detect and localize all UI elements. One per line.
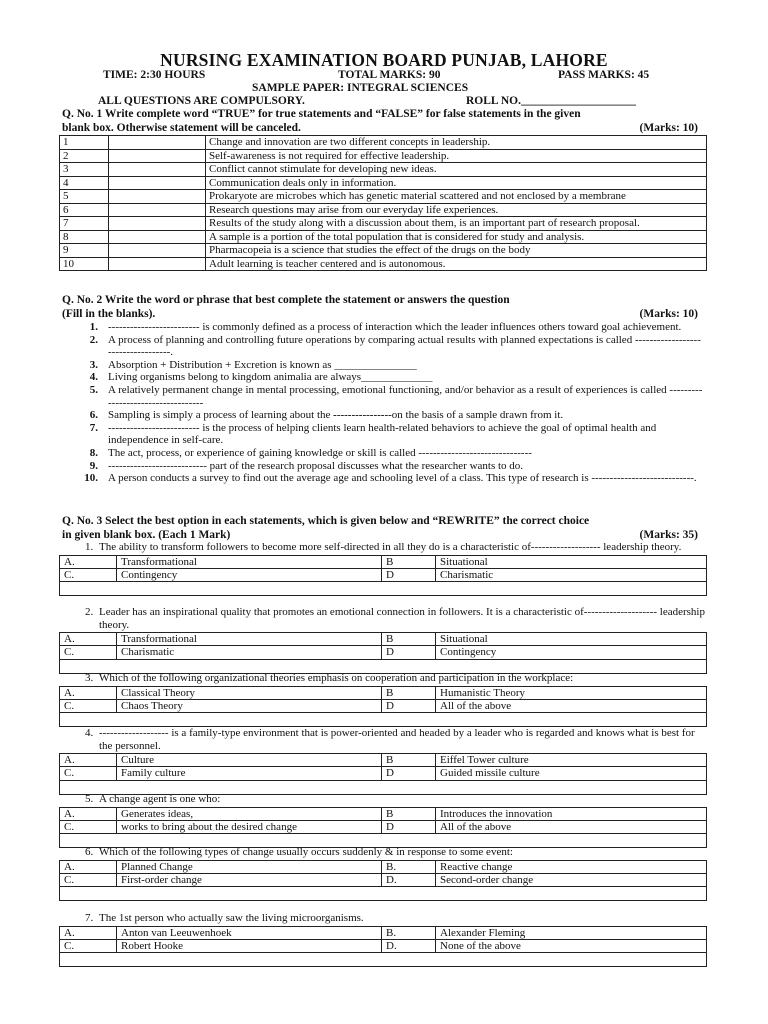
- option-label-c: C.: [60, 873, 117, 886]
- option-label-d: D: [382, 646, 436, 659]
- mcq-option-row: [60, 699, 707, 712]
- mcq-stem-text: Which of the following organizational theories emphasis on cooperation and participation in the workplace:: [99, 672, 574, 684]
- mcq-option-row: [60, 633, 707, 646]
- option-b: Situational: [436, 633, 707, 646]
- option-a: Generates ideas,: [117, 807, 382, 820]
- option-label-d: D: [382, 820, 436, 833]
- mcq-option-row: [60, 860, 707, 873]
- mcq-question: [59, 606, 707, 674]
- option-label-c: C.: [60, 646, 117, 659]
- tf-statement: Change and innovation are two different concepts in leadership.: [206, 136, 707, 150]
- q3-marks: (Marks: 35): [639, 528, 698, 541]
- option-a: Transformational: [117, 555, 382, 568]
- item-number: 9.: [89, 459, 98, 472]
- mcq-stem-text: The ability to transform followers to become more self-directed in all they do is a characteristic of------------------- leadership theory.: [99, 541, 682, 553]
- tf-statement: Results of the study along with a discussion about them, is an important part of research proposal.: [206, 217, 707, 231]
- tf-row-number: 4: [60, 176, 109, 190]
- mcq-options-table: [59, 860, 707, 887]
- item-text: --------------------------- part of the research proposal discusses what the researcher wants to do.: [108, 459, 524, 472]
- q2-heading-line1: Q. No. 2 Write the word or phrase that best complete the statement or answers the question: [62, 294, 510, 306]
- option-c: Robert Hooke: [117, 939, 382, 952]
- fill-blank-item: [84, 447, 704, 460]
- q2-marks: (Marks: 10): [639, 307, 698, 320]
- q1-marks: (Marks: 10): [639, 121, 698, 134]
- mcq-option-row: [60, 686, 707, 699]
- mcq-number: 5.: [85, 793, 94, 805]
- mcq-stem: [73, 846, 707, 859]
- tf-row: [60, 230, 707, 244]
- mcq-question: [59, 793, 707, 848]
- mcq-number: 1.: [85, 541, 94, 553]
- item-number: 2.: [89, 333, 98, 346]
- mcq-stem: [73, 912, 707, 925]
- mcq-question: [59, 727, 707, 795]
- tf-answer-box[interactable]: [109, 176, 206, 190]
- option-label-a: A.: [60, 807, 117, 820]
- option-c: Family culture: [117, 767, 382, 780]
- item-text: A process of planning and controlling future operations by comparing actual results with planned expectations is called -----------------------------------.: [108, 333, 701, 359]
- option-c: First-order change: [117, 873, 382, 886]
- answer-box[interactable]: [59, 953, 707, 967]
- item-number: 5.: [89, 383, 98, 396]
- fill-blank-item: [84, 334, 704, 359]
- roll-number-field: ROLL NO.____________________: [466, 95, 636, 107]
- item-number: 10.: [84, 472, 98, 485]
- option-b: Introduces the innovation: [436, 807, 707, 820]
- q3-heading-line1: Q. No. 3 Select the best option in each statements, which is given below and “REWRITE” the correct choice: [62, 515, 590, 527]
- mcq-options-table: [59, 686, 707, 713]
- mcq-stem-text: Leader has an inspirational quality that promotes an emotional connection in followers. It is a characteristic of-------------------- leadership theory.: [99, 606, 705, 631]
- item-blank: ----------------: [333, 409, 392, 422]
- option-label-b: B: [382, 807, 436, 820]
- item-number: 4.: [89, 371, 98, 384]
- q1-heading: [62, 108, 712, 135]
- item-number: 1.: [89, 321, 98, 333]
- item-number: 3.: [89, 358, 98, 371]
- option-c: works to bring about the desired change: [117, 820, 382, 833]
- option-label-c: C.: [60, 767, 117, 780]
- fill-blank-item: [84, 321, 704, 334]
- option-label-d: D: [382, 767, 436, 780]
- option-label-b: B: [382, 555, 436, 568]
- mcq-question: [59, 541, 707, 596]
- option-label-d: D.: [382, 939, 436, 952]
- option-d: Second-order change: [436, 873, 707, 886]
- tf-statement: Pharmacopeia is a science that studies the effect of the drugs on the body: [206, 244, 707, 258]
- mcq-options-table: [59, 753, 707, 780]
- option-label-d: D: [382, 568, 436, 581]
- q2-heading: [62, 294, 712, 321]
- tf-answer-box[interactable]: [109, 217, 206, 231]
- fill-blank-item: [84, 371, 704, 384]
- mcq-option-row: [60, 926, 707, 939]
- item-number: 8.: [89, 446, 98, 459]
- fill-blanks-list: [84, 321, 704, 485]
- tf-answer-box[interactable]: [109, 230, 206, 244]
- fill-blank-item: [84, 359, 704, 372]
- fill-blank-item: [84, 422, 704, 447]
- option-a: Culture: [117, 754, 382, 767]
- mcq-option-row: [60, 568, 707, 581]
- option-d: Contingency: [436, 646, 707, 659]
- mcq-number: 4.: [85, 727, 94, 739]
- mcq-option-row: [60, 555, 707, 568]
- fill-blank-item: [84, 384, 704, 409]
- tf-row-number: 2: [60, 149, 109, 163]
- option-b: Humanistic Theory: [436, 686, 707, 699]
- option-label-a: A.: [60, 754, 117, 767]
- mcq-stem: [73, 606, 707, 631]
- tf-row-number: 9: [60, 244, 109, 258]
- option-a: Planned Change: [117, 860, 382, 873]
- q1-heading-line2: blank box. Otherwise statement will be canceled.: [62, 121, 301, 134]
- tf-row-number: 1: [60, 136, 109, 150]
- tf-row-number: 6: [60, 203, 109, 217]
- mcq-stem: [73, 727, 707, 752]
- tf-statement: Communication deals only in information.: [206, 176, 707, 190]
- item-text: A relatively permanent change in mental processing, emotional functioning, and/or behavior as a result of experiences is called -----------------------------------: [108, 383, 703, 409]
- tf-answer-box[interactable]: [109, 149, 206, 163]
- option-b: Situational: [436, 555, 707, 568]
- item-text: Sampling is simply a process of learning about the: [108, 409, 334, 422]
- paper-subject: SAMPLE PAPER: INTEGRAL SCIENCES: [252, 82, 469, 94]
- option-label-c: C.: [60, 939, 117, 952]
- option-a: Classical Theory: [117, 686, 382, 699]
- option-label-d: D.: [382, 873, 436, 886]
- answer-box[interactable]: [59, 887, 707, 901]
- mcq-option-row: [60, 646, 707, 659]
- mcq-question: [59, 912, 707, 967]
- item-number: 6.: [89, 409, 98, 422]
- mcq-number: 7.: [85, 912, 94, 924]
- tf-row: [60, 136, 707, 150]
- tf-row: [60, 176, 707, 190]
- option-d: All of the above: [436, 699, 707, 712]
- tf-answer-box[interactable]: [109, 163, 206, 177]
- mcq-options-table: [59, 926, 707, 953]
- mcq-number: 6.: [85, 846, 94, 858]
- fill-blank-item: [84, 409, 704, 422]
- tf-statement: Research questions may arise from our everyday life experiences.: [206, 203, 707, 217]
- item-text: The act, process, or experience of gaining knowledge or skill is called -------------------------------: [108, 446, 532, 459]
- option-label-b: B: [382, 633, 436, 646]
- mcq-stem-text: The 1st person who actually saw the living microorganisms.: [99, 912, 364, 924]
- option-label-a: A.: [60, 926, 117, 939]
- option-label-b: B.: [382, 926, 436, 939]
- tf-answer-box[interactable]: [109, 203, 206, 217]
- option-c: Contingency: [117, 568, 382, 581]
- option-b: Reactive change: [436, 860, 707, 873]
- mcq-option-row: [60, 807, 707, 820]
- total-marks-label: TOTAL MARKS: 90: [338, 69, 441, 81]
- option-a: Transformational: [117, 633, 382, 646]
- option-c: Chaos Theory: [117, 699, 382, 712]
- option-d: Charismatic: [436, 568, 707, 581]
- q1-heading-line1: Q. No. 1 Write complete word “TRUE” for true statements and “FALSE” for false statements in the given: [62, 108, 581, 120]
- answer-box[interactable]: [59, 713, 707, 727]
- option-label-c: C.: [60, 568, 117, 581]
- option-label-d: D: [382, 699, 436, 712]
- mcq-stem: [73, 793, 707, 806]
- q2-heading-line2: (Fill in the blanks).: [62, 307, 156, 320]
- time-label: TIME: 2:30 HOURS: [103, 69, 206, 81]
- answer-box[interactable]: [59, 582, 707, 596]
- mcq-option-row: [60, 873, 707, 886]
- tf-answer-box[interactable]: [109, 257, 206, 271]
- option-b: Eiffel Tower culture: [436, 754, 707, 767]
- tf-row: [60, 149, 707, 163]
- tf-row-number: 3: [60, 163, 109, 177]
- fill-blank-item: [84, 472, 704, 485]
- item-text: Living organisms belong to kingdom animalia are always_____________: [108, 371, 433, 384]
- mcq-stem-text: ------------------- is a family-type environment that is power-oriented and headed by a leader who is regarded and knows what is best for the personnel.: [99, 727, 695, 752]
- mcq-option-row: [60, 820, 707, 833]
- option-label-a: A.: [60, 555, 117, 568]
- item-text: A person conducts a survey to find out the average age and schooling level of a class. This type of research is ----------------------------.: [108, 472, 697, 485]
- mcq-option-row: [60, 754, 707, 767]
- option-label-a: A.: [60, 686, 117, 699]
- option-label-c: C.: [60, 820, 117, 833]
- tf-answer-box[interactable]: [109, 244, 206, 258]
- option-label-b: B: [382, 686, 436, 699]
- option-a: Anton van Leeuwenhoek: [117, 926, 382, 939]
- option-label-c: C.: [60, 699, 117, 712]
- mcq-stem: [73, 541, 707, 554]
- tf-statement: Conflict cannot stimulate for developing new ideas.: [206, 163, 707, 177]
- tf-row: [60, 203, 707, 217]
- tf-row: [60, 244, 707, 258]
- pass-marks-label: PASS MARKS: 45: [558, 69, 650, 81]
- mcq-question: [59, 846, 707, 901]
- mcq-number: 3.: [85, 672, 94, 684]
- option-label-b: B: [382, 754, 436, 767]
- option-b: Alexander Fleming: [436, 926, 707, 939]
- mcq-options-table: [59, 632, 707, 659]
- item-text: on the basis of a sample drawn from it.: [391, 409, 564, 422]
- q3-heading: [62, 515, 712, 542]
- mcq-stem-text: Which of the following types of change usually occurs suddenly & in response to some event:: [99, 846, 513, 858]
- tf-row: [60, 190, 707, 204]
- option-c: Charismatic: [117, 646, 382, 659]
- fill-blank-item: [84, 460, 704, 473]
- tf-row: [60, 163, 707, 177]
- item-text: ------------------------- is the process of helping clients learn health-related behaviors to achieve the goal of optimal health and independence in self-care.: [108, 421, 657, 447]
- tf-row-number: 8: [60, 230, 109, 244]
- option-label-b: B.: [382, 860, 436, 873]
- tf-row: [60, 217, 707, 231]
- compulsory-note: ALL QUESTIONS ARE COMPULSORY.: [98, 95, 305, 107]
- item-text: Absorption + Distribution + Excretion is known as _______________: [108, 358, 417, 371]
- tf-row: [60, 257, 707, 271]
- mcq-option-row: [60, 767, 707, 780]
- option-d: All of the above: [436, 820, 707, 833]
- tf-statement: Self-awareness is not required for effective leadership.: [206, 149, 707, 163]
- tf-answer-box[interactable]: [109, 190, 206, 204]
- option-label-a: A.: [60, 860, 117, 873]
- mcq-options-table: [59, 555, 707, 582]
- true-false-table: [59, 135, 707, 271]
- option-label-a: A.: [60, 633, 117, 646]
- tf-statement: Adult learning is teacher centered and is autonomous.: [206, 257, 707, 271]
- mcq-stem: [73, 672, 707, 685]
- mcq-options-table: [59, 807, 707, 834]
- tf-row-number: 10: [60, 257, 109, 271]
- tf-row-number: 5: [60, 190, 109, 204]
- mcq-option-row: [60, 939, 707, 952]
- board-title: NURSING EXAMINATION BOARD PUNJAB, LAHORE: [160, 50, 608, 70]
- q3-heading-line2: in given blank box. (Each 1 Mark): [62, 528, 231, 541]
- tf-statement: Prokaryote are microbes which has genetic material scattered and not enclosed by a membrane: [206, 190, 707, 204]
- mcq-stem-text: A change agent is one who:: [99, 793, 221, 805]
- tf-answer-box[interactable]: [109, 136, 206, 150]
- tf-statement: A sample is a portion of the total population that is considered for study and analysis.: [206, 230, 707, 244]
- option-d: Guided missile culture: [436, 767, 707, 780]
- tf-row-number: 7: [60, 217, 109, 231]
- item-number: 7.: [89, 421, 98, 434]
- item-text: ------------------------- is commonly defined as a process of interaction which the leader influences others toward goal achievement.: [108, 321, 682, 333]
- mcq-number: 2.: [85, 606, 94, 618]
- option-d: None of the above: [436, 939, 707, 952]
- mcq-question: [59, 672, 707, 727]
